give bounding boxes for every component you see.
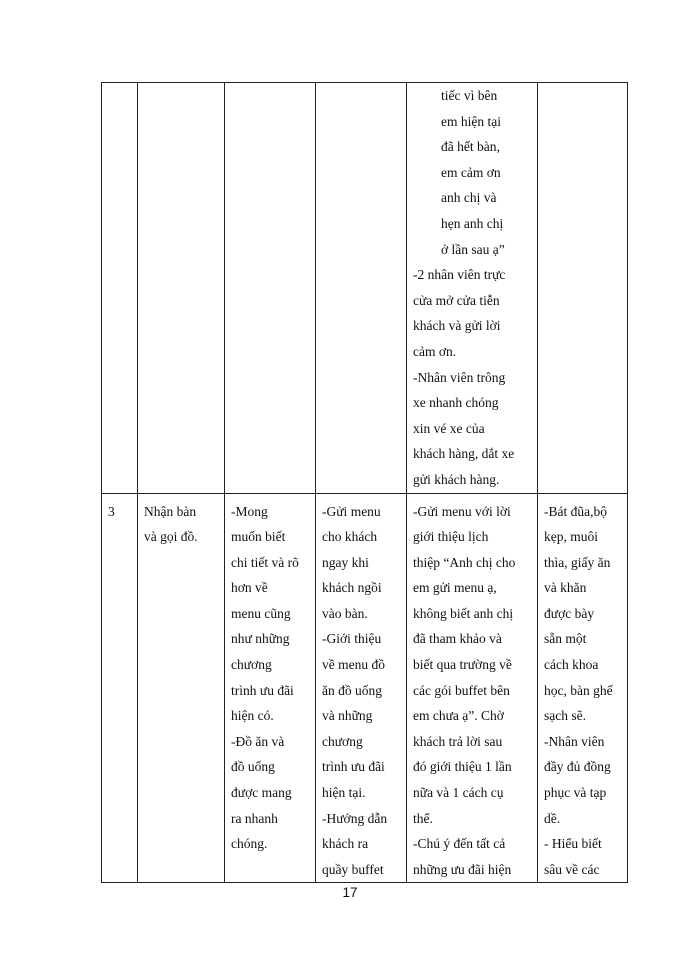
text-line: học, bàn ghế bbox=[544, 682, 613, 698]
step-number bbox=[102, 494, 137, 525]
text-line: khách trả lời sau bbox=[413, 733, 503, 749]
text-line: được bày bbox=[544, 605, 595, 621]
text-line: hiện tại. bbox=[322, 785, 366, 801]
text-line: đồ uống bbox=[231, 759, 275, 775]
text-line: biết qua trường về bbox=[413, 657, 512, 673]
service-standard bbox=[538, 494, 627, 883]
text-line: chóng. bbox=[231, 836, 268, 852]
text-line: -Chú ý đến tất cả bbox=[413, 836, 506, 852]
text-line: trình ưu đãi bbox=[322, 759, 385, 775]
text-line: sẵn một bbox=[544, 631, 587, 647]
row2-standard-cell bbox=[538, 493, 628, 883]
text-line: khách ra bbox=[322, 836, 369, 852]
text-line: -2 nhân viên trực bbox=[413, 267, 506, 283]
text-line: đó giới thiệu 1 lần bbox=[413, 759, 512, 775]
text-line: đã tham khảo và bbox=[413, 631, 502, 647]
text-line: trình ưu đãi bbox=[231, 682, 294, 698]
text-line: ăn đồ uống bbox=[322, 682, 382, 698]
text-line: cửa mở cửa tiễn bbox=[413, 292, 500, 308]
text-line: chi tiết và rõ bbox=[231, 554, 299, 570]
text-line: chương bbox=[322, 733, 363, 749]
text-line: hơn về bbox=[231, 580, 268, 596]
text-line: ở lần sau ạ” bbox=[441, 241, 505, 257]
text-line: em gửi menu ạ, bbox=[413, 580, 497, 596]
text-line: khách ngồi bbox=[322, 580, 382, 596]
row1-col5-text bbox=[407, 83, 537, 493]
text-line: không biết anh chị bbox=[413, 605, 514, 621]
text-line: cho khách bbox=[322, 529, 378, 545]
text-line: về menu đồ bbox=[322, 657, 385, 673]
text-line: muốn biết bbox=[231, 529, 286, 545]
table-row bbox=[102, 83, 628, 494]
row1-col6-cell bbox=[538, 83, 628, 494]
text-line: gửi khách hàng. bbox=[413, 471, 500, 487]
text-line: anh chị và bbox=[441, 190, 497, 206]
text-line: nữa và 1 cách cụ bbox=[413, 785, 504, 801]
service-process-table bbox=[101, 82, 628, 883]
text-line: -Mong bbox=[231, 503, 268, 519]
text-line: được mang bbox=[231, 785, 292, 801]
row2-staff-action-cell bbox=[316, 493, 407, 883]
text-line: khách hàng, dắt xe bbox=[413, 446, 515, 462]
staff-action bbox=[316, 494, 406, 883]
text-line: chương bbox=[231, 657, 272, 673]
table-row bbox=[102, 493, 628, 883]
row2-customer-expectation-cell bbox=[225, 493, 316, 883]
text-line: và gọi đồ. bbox=[144, 529, 198, 545]
text-line: kẹp, muôi bbox=[544, 529, 598, 545]
text-line: em hiện tại bbox=[441, 113, 501, 129]
text-line: thiệp “Anh chị cho bbox=[413, 554, 516, 570]
text-line: vào bàn. bbox=[322, 605, 368, 621]
text-line: quầy buffet bbox=[322, 861, 384, 877]
text-line: -Bát đũa,bộ bbox=[544, 503, 607, 519]
text-line: -Hướng dẫn bbox=[322, 810, 388, 826]
text-line: giới thiệu lịch bbox=[413, 529, 489, 545]
text-line: -Giới thiệu bbox=[322, 631, 382, 647]
row1-col4-cell bbox=[316, 83, 407, 494]
text-line: -Gửi menu bbox=[322, 503, 381, 519]
text-line: menu cũng bbox=[231, 605, 291, 621]
row2-step-number-cell bbox=[102, 493, 138, 883]
row1-col1-cell bbox=[102, 83, 138, 494]
row1-col3-cell bbox=[225, 83, 316, 494]
text-line: em cảm ơn bbox=[441, 164, 501, 180]
row1-col5-cell bbox=[407, 83, 538, 494]
text-line: -Đồ ăn và bbox=[231, 733, 285, 749]
row2-step-name-cell bbox=[138, 493, 225, 883]
action-detail bbox=[407, 494, 537, 883]
text-line: dề. bbox=[544, 810, 561, 826]
text-line: như những bbox=[231, 631, 290, 647]
text-line: -Gửi menu với lời bbox=[413, 503, 511, 519]
customer-expectation bbox=[225, 494, 315, 857]
text-line: xe nhanh chóng bbox=[413, 395, 499, 411]
text-line: tiếc vì bên bbox=[441, 88, 498, 103]
text-line: ra nhanh bbox=[231, 810, 278, 826]
text-line: cách khoa bbox=[544, 657, 599, 673]
text-line: 3 bbox=[108, 503, 115, 519]
text-line: các gói buffet bên bbox=[413, 682, 510, 698]
text-line: -Nhân viên bbox=[544, 733, 605, 749]
text-line: đã hết bàn, bbox=[441, 139, 500, 155]
text-line: xin vé xe của bbox=[413, 420, 485, 436]
text-line: -Nhân viên trông bbox=[413, 369, 506, 385]
row1-col2-cell bbox=[138, 83, 225, 494]
text-line: những ưu đãi hiện bbox=[413, 861, 512, 877]
text-line: thể. bbox=[413, 810, 433, 826]
text-line: Nhận bàn bbox=[144, 503, 197, 519]
text-line: sâu về các bbox=[544, 861, 600, 877]
text-line: em chưa ạ”. Chờ bbox=[413, 708, 504, 724]
text-line: ngay khi bbox=[322, 554, 369, 570]
text-line: đầy đủ đồng bbox=[544, 759, 611, 775]
text-line: sạch sẽ. bbox=[544, 708, 586, 724]
text-line: hiện có. bbox=[231, 708, 274, 724]
text-line: thìa, giấy ăn bbox=[544, 554, 611, 570]
step-name bbox=[138, 494, 224, 550]
text-line: hẹn anh chị bbox=[441, 215, 504, 231]
text-line: - Hiểu biết bbox=[544, 836, 602, 852]
text-line: khách và gửi lời bbox=[413, 318, 501, 334]
text-line: phục và tạp bbox=[544, 785, 607, 801]
row2-detail-cell bbox=[407, 493, 538, 883]
text-line: và khăn bbox=[544, 580, 587, 596]
page-number: 17 bbox=[342, 885, 358, 900]
text-line: và những bbox=[322, 708, 373, 724]
text-line: cảm ơn. bbox=[413, 343, 457, 359]
